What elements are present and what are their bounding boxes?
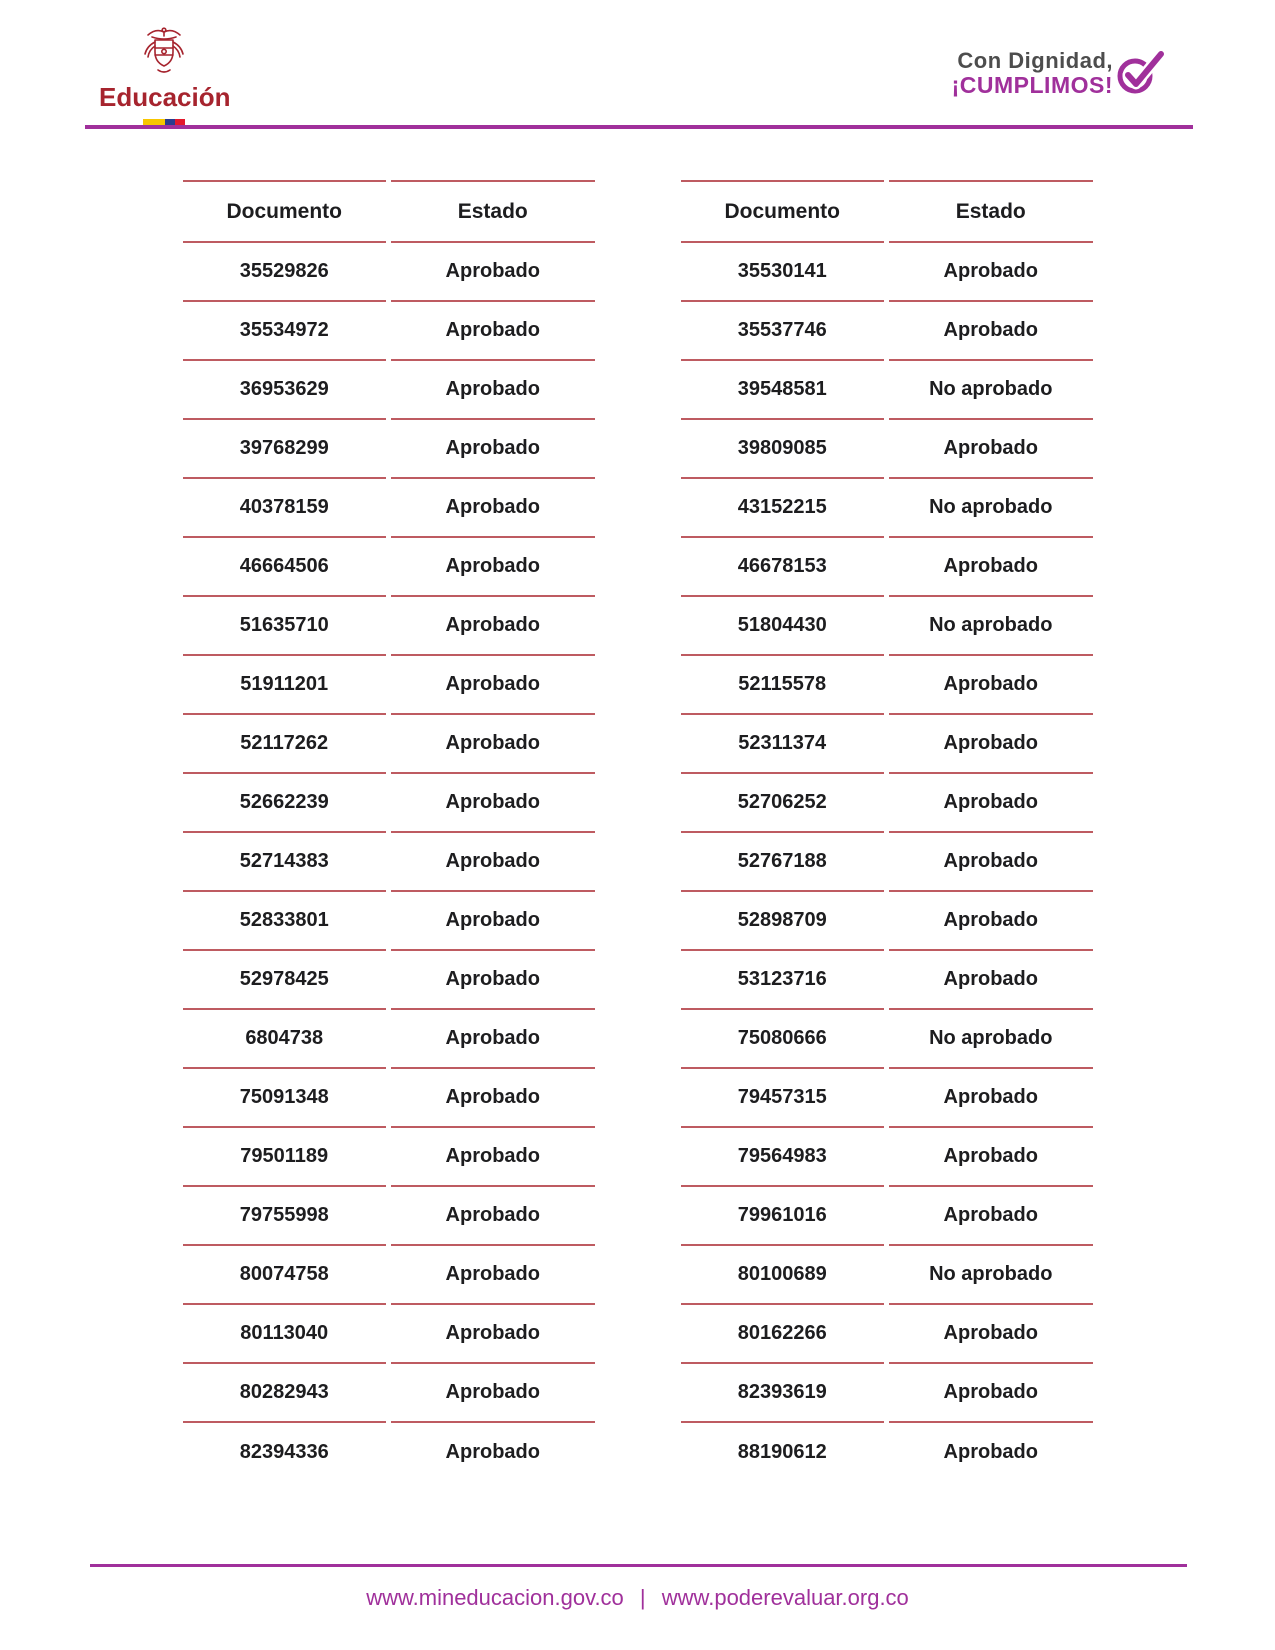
document-cell: 82393619	[681, 1364, 885, 1423]
estado-cell: Aprobado	[889, 1364, 1093, 1423]
estado-cell: No aprobado	[889, 597, 1093, 656]
estado-cell: Aprobado	[889, 833, 1093, 892]
table-row	[681, 892, 1093, 951]
table-row	[681, 1423, 1093, 1482]
table-row	[681, 1364, 1093, 1423]
document-cell: 39809085	[681, 420, 885, 479]
table-row	[183, 1364, 595, 1423]
table-row	[183, 1010, 595, 1069]
table-row	[183, 1187, 595, 1246]
estado-cell: Aprobado	[889, 656, 1093, 715]
estado-cell: Aprobado	[889, 951, 1093, 1010]
document-cell: 75080666	[681, 1010, 885, 1069]
table-row	[681, 1069, 1093, 1128]
estado-cell: Aprobado	[391, 243, 595, 302]
estado-cell: Aprobado	[391, 420, 595, 479]
document-cell: 79457315	[681, 1069, 885, 1128]
document-cell: 46678153	[681, 538, 885, 597]
document-cell: 79961016	[681, 1187, 885, 1246]
estado-cell: Aprobado	[391, 715, 595, 774]
document-cell: 52117262	[183, 715, 387, 774]
column-header: Documento	[183, 180, 387, 243]
estado-cell: Aprobado	[391, 1010, 595, 1069]
column-header: Documento	[681, 180, 885, 243]
document-cell: 52767188	[681, 833, 885, 892]
estado-cell: Aprobado	[889, 243, 1093, 302]
table-row	[681, 479, 1093, 538]
document-cell: 51804430	[681, 597, 885, 656]
mineducacion-link[interactable]: www.mineducacion.gov.co	[366, 1585, 624, 1610]
document-cell: 80074758	[183, 1246, 387, 1305]
estado-cell: Aprobado	[391, 361, 595, 420]
estado-cell: Aprobado	[391, 479, 595, 538]
document-cell: 46664506	[183, 538, 387, 597]
document-cell: 43152215	[681, 479, 885, 538]
table-row	[681, 538, 1093, 597]
estado-cell: Aprobado	[391, 892, 595, 951]
estado-cell: Aprobado	[445, 1441, 540, 1463]
estado-cell: Aprobado	[391, 1305, 595, 1364]
table-row	[681, 1246, 1093, 1305]
estado-cell: Aprobado	[391, 538, 595, 597]
document-cell: 51911201	[183, 656, 387, 715]
header-row	[183, 180, 595, 243]
slogan-line2: ¡CUMPLIMOS!	[951, 72, 1113, 99]
results-table-left	[178, 180, 600, 1482]
table-row	[183, 833, 595, 892]
estado-cell: Aprobado	[889, 1069, 1093, 1128]
document-cell: 52898709	[681, 892, 885, 951]
table-row	[681, 1128, 1093, 1187]
estado-cell: Aprobado	[889, 302, 1093, 361]
table-row	[183, 1305, 595, 1364]
table-row	[681, 1187, 1093, 1246]
estado-cell: Aprobado	[889, 774, 1093, 833]
document-cell: 35529826	[183, 243, 387, 302]
document-cell: 80100689	[681, 1246, 885, 1305]
check-circle-icon	[1115, 46, 1165, 98]
government-slogan	[952, 48, 1165, 100]
table-row	[183, 774, 595, 833]
logo-wordmark: Educación	[99, 82, 231, 112]
document-cell: 51635710	[183, 597, 387, 656]
document-cell: 79564983	[681, 1128, 885, 1187]
table-row	[681, 951, 1093, 1010]
estado-cell: No aprobado	[889, 1010, 1093, 1069]
table-row	[183, 715, 595, 774]
table-row	[183, 892, 595, 951]
estado-cell: Aprobado	[391, 1128, 595, 1187]
table-row	[183, 1128, 595, 1187]
document-cell: 53123716	[681, 951, 885, 1010]
document-cell: 80162266	[681, 1305, 885, 1364]
table-row	[183, 1069, 595, 1128]
poderevaluar-link[interactable]: www.poderevaluar.org.co	[661, 1585, 909, 1610]
document-cell: 52662239	[183, 774, 387, 833]
document-cell: 79501189	[183, 1128, 387, 1187]
estado-cell: Aprobado	[391, 1246, 595, 1305]
document-cell: 6804738	[183, 1010, 387, 1069]
document-cell: 52714383	[183, 833, 387, 892]
estado-cell: No aprobado	[889, 1246, 1093, 1305]
estado-cell: Aprobado	[391, 597, 595, 656]
estado-cell: Aprobado	[943, 1441, 1038, 1463]
document-cell: 82394336	[239, 1441, 329, 1463]
document-cell: 40378159	[183, 479, 387, 538]
table-row	[681, 774, 1093, 833]
estado-cell: Aprobado	[889, 892, 1093, 951]
document-cell: 35534972	[183, 302, 387, 361]
mineducacion-logo	[99, 26, 229, 126]
table-row	[183, 597, 595, 656]
document-cell: 52833801	[183, 892, 387, 951]
header-row	[681, 180, 1093, 243]
footer-divider	[90, 1564, 1187, 1567]
estado-cell: Aprobado	[889, 715, 1093, 774]
table-row	[681, 302, 1093, 361]
estado-cell: Aprobado	[391, 302, 595, 361]
estado-cell: Aprobado	[889, 1305, 1093, 1364]
header-divider	[85, 125, 1193, 129]
estado-cell: Aprobado	[391, 1069, 595, 1128]
table-row	[681, 656, 1093, 715]
estado-cell: No aprobado	[889, 479, 1093, 538]
document-cell: 75091348	[183, 1069, 387, 1128]
estado-cell: Aprobado	[391, 833, 595, 892]
document-cell: 35530141	[681, 243, 885, 302]
footer-separator: |	[639, 1585, 646, 1610]
document-cell: 79755998	[183, 1187, 387, 1246]
estado-cell: Aprobado	[889, 420, 1093, 479]
table-row	[681, 715, 1093, 774]
document-cell: 39548581	[681, 361, 885, 420]
estado-cell: Aprobado	[391, 1187, 595, 1246]
estado-cell: No aprobado	[889, 361, 1093, 420]
estado-cell: Aprobado	[391, 1364, 595, 1423]
estado-cell: Aprobado	[889, 1187, 1093, 1246]
results-tables	[0, 180, 1275, 1482]
table-row	[183, 302, 595, 361]
estado-cell: Aprobado	[889, 1128, 1093, 1187]
document-cell: 39768299	[183, 420, 387, 479]
document-cell: 36953629	[183, 361, 387, 420]
table-row	[681, 597, 1093, 656]
estado-cell: Aprobado	[391, 656, 595, 715]
table-row	[681, 1010, 1093, 1069]
table-row	[681, 1305, 1093, 1364]
table-row	[183, 420, 595, 479]
results-table-right	[676, 180, 1098, 1482]
document-cell: 80113040	[183, 1305, 387, 1364]
table-row	[681, 361, 1093, 420]
column-header: Estado	[889, 180, 1093, 243]
page-footer	[0, 1585, 1275, 1611]
table-row	[183, 951, 595, 1010]
table-row	[183, 479, 595, 538]
table-row	[681, 420, 1093, 479]
document-cell: 52311374	[681, 715, 885, 774]
document-cell: 52115578	[681, 656, 885, 715]
document-cell: 52706252	[681, 774, 885, 833]
table-row	[183, 1423, 595, 1482]
document-cell: 52978425	[183, 951, 387, 1010]
table-row	[183, 243, 595, 302]
estado-cell: Aprobado	[391, 951, 595, 1010]
table-row	[183, 361, 595, 420]
estado-cell: Aprobado	[391, 774, 595, 833]
column-header: Estado	[391, 180, 595, 243]
table-row	[681, 833, 1093, 892]
document-cell: 88190612	[737, 1441, 827, 1463]
table-row	[681, 243, 1093, 302]
table-row	[183, 656, 595, 715]
table-row	[183, 1246, 595, 1305]
document-cell: 80282943	[183, 1364, 387, 1423]
document-cell: 35537746	[681, 302, 885, 361]
colombia-coat-of-arms-icon	[142, 26, 186, 80]
table-row	[183, 538, 595, 597]
estado-cell: Aprobado	[889, 538, 1093, 597]
slogan-line1: Con Dignidad,	[957, 47, 1113, 73]
